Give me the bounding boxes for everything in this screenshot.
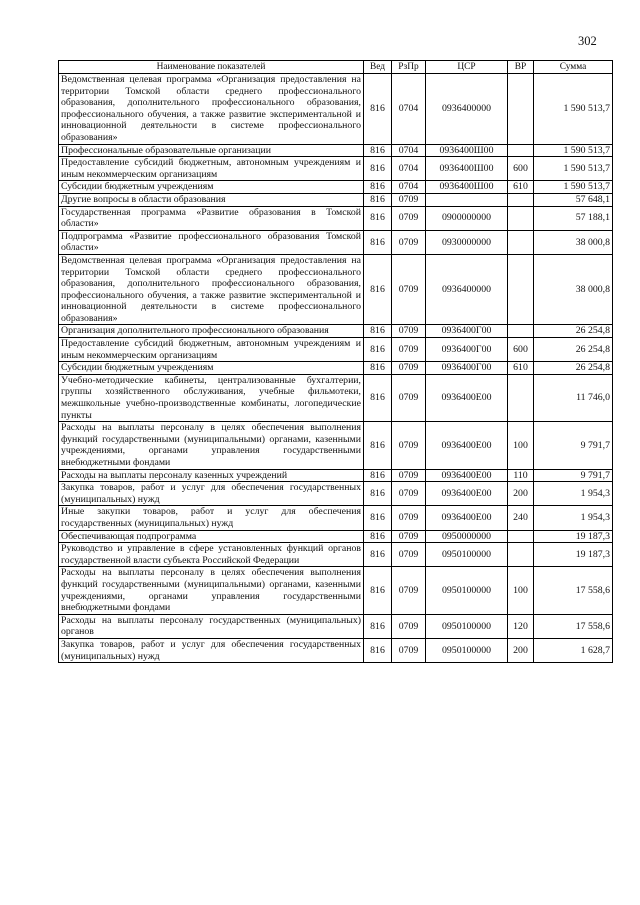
row-vr <box>508 325 534 338</box>
table-row <box>59 482 613 506</box>
row-csr: 0950100000 <box>426 614 508 638</box>
row-sum: 1 954,3 <box>534 506 613 530</box>
row-vr: 100 <box>508 422 534 469</box>
row-csr: 0936400Е00 <box>426 374 508 421</box>
row-name: Профессиональные образовательные организации <box>59 144 364 157</box>
row-rzpr: 0709 <box>392 469 426 482</box>
row-name: Ведомственная целевая программа «Организация предоставления на территории Томской области среднего профессионального образования, дополнительного профессионального образования, профессионального обучения, а также развитие экспериментальной и инновационной деятельности в системе профессионального образования» <box>59 254 364 325</box>
row-vr: 110 <box>508 469 534 482</box>
row-sum: 17 558,6 <box>534 567 613 614</box>
table-row <box>59 374 613 421</box>
row-name: Закупка товаров, работ и услуг для обеспечения государственных (муниципальных) нужд <box>59 482 364 506</box>
row-csr: 0936400Г00 <box>426 325 508 338</box>
row-name: Расходы на выплаты персоналу государственных (муниципальных) органов <box>59 614 364 638</box>
row-rzpr: 0709 <box>392 567 426 614</box>
row-sum: 57 648,1 <box>534 193 613 206</box>
row-sum: 1 590 513,7 <box>534 181 613 194</box>
table-row <box>59 193 613 206</box>
table-row <box>59 254 613 325</box>
row-rzpr: 0709 <box>392 362 426 375</box>
row-ved: 816 <box>364 144 392 157</box>
row-name: Субсидии бюджетным учреждениям <box>59 362 364 375</box>
row-ved: 816 <box>364 338 392 362</box>
row-rzpr: 0704 <box>392 157 426 181</box>
row-ved: 816 <box>364 254 392 325</box>
row-name: Другие вопросы в области образования <box>59 193 364 206</box>
row-rzpr: 0704 <box>392 181 426 194</box>
budget-table <box>58 60 613 663</box>
row-rzpr: 0709 <box>392 530 426 543</box>
row-sum: 26 254,8 <box>534 362 613 375</box>
row-ved: 816 <box>364 567 392 614</box>
row-vr: 610 <box>508 181 534 194</box>
row-name: Организация дополнительного профессионального образования <box>59 325 364 338</box>
row-rzpr: 0709 <box>392 325 426 338</box>
row-rzpr: 0709 <box>392 254 426 325</box>
table-row <box>59 506 613 530</box>
table-row <box>59 338 613 362</box>
row-rzpr: 0704 <box>392 74 426 145</box>
row-csr: 0936400Е00 <box>426 506 508 530</box>
row-csr: 0950000000 <box>426 530 508 543</box>
row-name: Расходы на выплаты персоналу казенных учреждений <box>59 469 364 482</box>
row-rzpr: 0709 <box>392 230 426 254</box>
row-sum: 19 187,3 <box>534 530 613 543</box>
table-header-row <box>59 61 613 74</box>
row-csr: 0936400Ш00 <box>426 144 508 157</box>
row-csr <box>426 193 508 206</box>
row-sum: 9 791,7 <box>534 469 613 482</box>
row-sum: 9 791,7 <box>534 422 613 469</box>
table-row <box>59 638 613 662</box>
row-vr: 600 <box>508 338 534 362</box>
row-sum: 26 254,8 <box>534 325 613 338</box>
table-row <box>59 181 613 194</box>
row-ved: 816 <box>364 362 392 375</box>
row-sum: 38 000,8 <box>534 254 613 325</box>
row-name: Предоставление субсидий бюджетным, автономным учреждениям и иным некоммерческим организациям <box>59 338 364 362</box>
header-name: Наименование показателей <box>59 61 364 74</box>
row-csr: 0930000000 <box>426 230 508 254</box>
row-name: Иные закупки товаров, работ и услуг для обеспечения государственных (муниципальных) нужд <box>59 506 364 530</box>
row-vr <box>508 74 534 145</box>
table-row <box>59 543 613 567</box>
row-ved: 816 <box>364 422 392 469</box>
table-row <box>59 157 613 181</box>
row-csr: 0936400Ш00 <box>426 181 508 194</box>
row-name: Субсидии бюджетным учреждениям <box>59 181 364 194</box>
row-csr: 0936400Г00 <box>426 338 508 362</box>
row-rzpr: 0709 <box>392 482 426 506</box>
row-name: Руководство и управление в сфере установленных функций органов государственной власти субъекта Российской Федерации <box>59 543 364 567</box>
row-name: Государственная программа «Развитие образования в Томской области» <box>59 206 364 230</box>
row-csr: 0950100000 <box>426 543 508 567</box>
row-rzpr: 0704 <box>392 144 426 157</box>
row-ved: 816 <box>364 181 392 194</box>
header-csr: ЦСР <box>426 61 508 74</box>
table-row <box>59 206 613 230</box>
row-name: Учебно-методические кабинеты, централизованные бухгалтерии, группы хозяйственного обслуживания, учебные фильмотеки, межшкольные учебно-производственные комбинаты, логопедические пункты <box>59 374 364 421</box>
table-row <box>59 469 613 482</box>
table-row <box>59 325 613 338</box>
row-sum: 26 254,8 <box>534 338 613 362</box>
row-ved: 816 <box>364 325 392 338</box>
table-row <box>59 362 613 375</box>
row-sum: 38 000,8 <box>534 230 613 254</box>
table-row <box>59 530 613 543</box>
header-ved: Вед <box>364 61 392 74</box>
row-sum: 1 628,7 <box>534 638 613 662</box>
row-vr: 600 <box>508 157 534 181</box>
row-name: Ведомственная целевая программа «Организация предоставления на территории Томской области среднего профессионального образования, дополнительного профессионального образования, профессионального обучения, а также развитие экспериментальной и инновационной деятельности в системе профессионального образования» <box>59 74 364 145</box>
row-vr <box>508 206 534 230</box>
row-rzpr: 0709 <box>392 193 426 206</box>
row-vr: 120 <box>508 614 534 638</box>
header-vr: ВР <box>508 61 534 74</box>
table-row <box>59 230 613 254</box>
row-vr: 610 <box>508 362 534 375</box>
row-ved: 816 <box>364 482 392 506</box>
table-row <box>59 567 613 614</box>
row-ved: 816 <box>364 374 392 421</box>
row-csr: 0936400000 <box>426 74 508 145</box>
row-name: Обеспечивающая подпрограмма <box>59 530 364 543</box>
row-rzpr: 0709 <box>392 614 426 638</box>
row-csr: 0936400Е00 <box>426 422 508 469</box>
row-ved: 816 <box>364 157 392 181</box>
row-ved: 816 <box>364 530 392 543</box>
row-vr <box>508 374 534 421</box>
row-sum: 1 590 513,7 <box>534 144 613 157</box>
table-row <box>59 74 613 145</box>
row-vr: 240 <box>508 506 534 530</box>
row-ved: 816 <box>364 506 392 530</box>
row-sum: 17 558,6 <box>534 614 613 638</box>
row-csr: 0900000000 <box>426 206 508 230</box>
row-csr: 0936400000 <box>426 254 508 325</box>
row-sum: 19 187,3 <box>534 543 613 567</box>
table-body <box>59 74 613 663</box>
row-name: Подпрограмма «Развитие профессионального образования Томской области» <box>59 230 364 254</box>
row-name: Расходы на выплаты персоналу в целях обеспечения выполнения функций государственными (муниципальными) органами, казенными учреждениями, органами управления государственными внебюджетными фондами <box>59 567 364 614</box>
row-sum: 1 954,3 <box>534 482 613 506</box>
row-sum: 1 590 513,7 <box>534 74 613 145</box>
row-rzpr: 0709 <box>392 506 426 530</box>
row-name: Расходы на выплаты персоналу в целях обеспечения выполнения функций государственными (муниципальными) органами, казенными учреждениями, органами управления государственными внебюджетными фондами <box>59 422 364 469</box>
row-csr: 0950100000 <box>426 567 508 614</box>
row-vr: 200 <box>508 482 534 506</box>
row-vr <box>508 144 534 157</box>
page-number: 302 <box>578 34 597 48</box>
row-vr <box>508 530 534 543</box>
row-vr <box>508 193 534 206</box>
row-vr: 100 <box>508 567 534 614</box>
table-row <box>59 614 613 638</box>
row-rzpr: 0709 <box>392 206 426 230</box>
row-vr <box>508 230 534 254</box>
row-csr: 0936400Е00 <box>426 482 508 506</box>
table-row <box>59 422 613 469</box>
row-ved: 816 <box>364 74 392 145</box>
row-rzpr: 0709 <box>392 338 426 362</box>
row-ved: 816 <box>364 193 392 206</box>
row-csr: 0936400Г00 <box>426 362 508 375</box>
table-row <box>59 144 613 157</box>
row-sum: 11 746,0 <box>534 374 613 421</box>
row-rzpr: 0709 <box>392 374 426 421</box>
row-ved: 816 <box>364 469 392 482</box>
row-vr <box>508 543 534 567</box>
row-ved: 816 <box>364 230 392 254</box>
row-csr: 0936400Ш00 <box>426 157 508 181</box>
row-csr: 0950100000 <box>426 638 508 662</box>
row-sum: 57 188,1 <box>534 206 613 230</box>
row-vr <box>508 254 534 325</box>
row-rzpr: 0709 <box>392 543 426 567</box>
row-vr: 200 <box>508 638 534 662</box>
row-name: Закупка товаров, работ и услуг для обеспечения государственных (муниципальных) нужд <box>59 638 364 662</box>
row-ved: 816 <box>364 638 392 662</box>
row-csr: 0936400Е00 <box>426 469 508 482</box>
row-ved: 816 <box>364 614 392 638</box>
row-rzpr: 0709 <box>392 638 426 662</box>
row-name: Предоставление субсидий бюджетным, автономным учреждениям и иным некоммерческим организациям <box>59 157 364 181</box>
header-rzpr: РзПр <box>392 61 426 74</box>
row-ved: 816 <box>364 543 392 567</box>
row-rzpr: 0709 <box>392 422 426 469</box>
header-sum: Сумма <box>534 61 613 74</box>
row-ved: 816 <box>364 206 392 230</box>
row-sum: 1 590 513,7 <box>534 157 613 181</box>
